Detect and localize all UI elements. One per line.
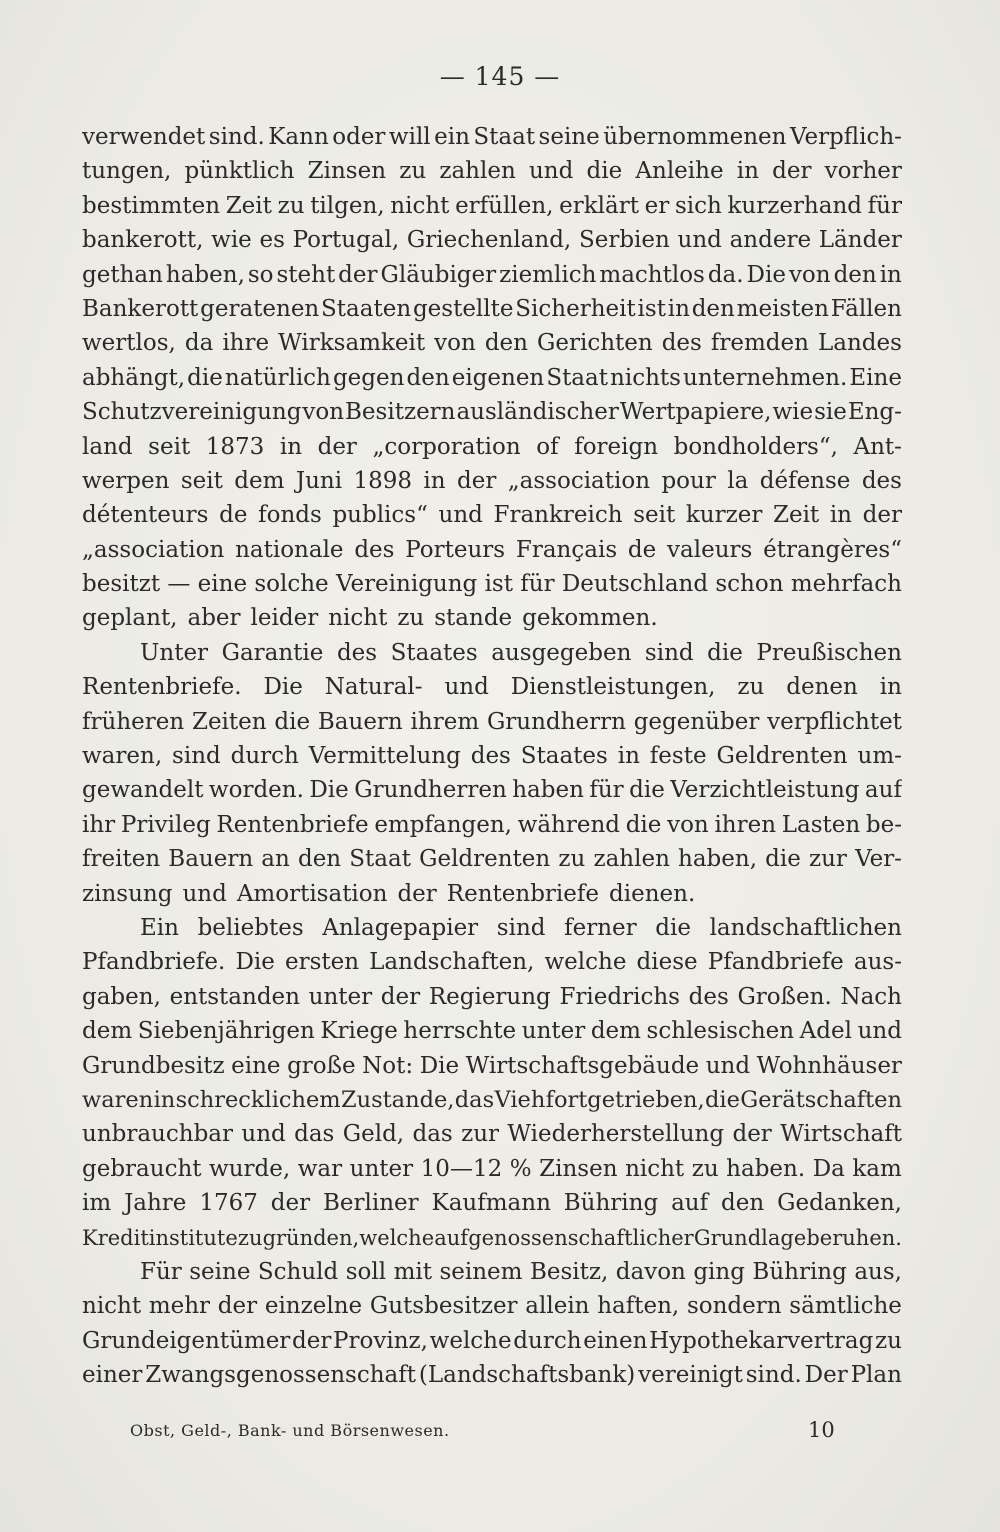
text-line: unbrauchbar und das Geld, das zur Wiederherstellung der Wirtschaft — [82, 1121, 902, 1148]
text-line: bankerott, wie es Portugal, Griechenland, Serbien und andere Länder — [82, 227, 902, 254]
page-number: — 145 — — [439, 62, 561, 91]
text-line: Kreditinstitute zu gründen, welche auf genossenschaftlicher Grundlage beruhen. — [82, 1225, 902, 1250]
text-line: abhängt, die natürlich gegen den eigenen Staat nichts unternehmen. Eine — [82, 364, 902, 391]
text-line: Grundbesitz eine große Not: Die Wirtschaftsgebäude und Wohnhäuser — [82, 1052, 902, 1079]
text-line: gethan haben, so steht der Gläubiger ziemlich machtlos da. Die von den in — [82, 261, 902, 288]
body-text — [82, 120, 902, 1392]
text-line: werpen seit dem Juni 1898 in der „association pour la défense des — [82, 467, 902, 494]
text-line: „association nationale des Porteurs Français de valeurs étrangères“ — [82, 536, 902, 563]
text-line: waren, sind durch Vermittelung des Staates in feste Geldrenten um- — [82, 743, 902, 770]
text-line: Unter Garantie des Staates ausgegeben sind die Preußischen — [140, 639, 902, 666]
footer-signature: Obst, Geld-, Bank- und Börsenwesen. — [130, 1421, 450, 1440]
text-line: Ein beliebtes Anlagepapier sind ferner die landschaftlichen — [140, 914, 902, 941]
text-line: Pfandbriefe. Die ersten Landschaften, welche diese Pfandbriefe aus- — [82, 949, 902, 976]
text-line: ihr Privileg Rentenbriefe empfangen, während die von ihren Lasten be- — [82, 811, 902, 838]
text-line: Bankerott geratenen Staaten gestellte Sicherheit ist in den meisten Fällen — [82, 295, 902, 322]
text-line: früheren Zeiten die Bauern ihrem Grundherrn gegenüber verpflichtet — [82, 708, 902, 735]
text-line: tungen, pünktlich Zinsen zu zahlen und die Anleihe in der vorher — [82, 158, 902, 185]
text-line: besitzt — eine solche Vereinigung ist für Deutschland schon mehrfach — [82, 571, 902, 598]
text-line: gaben, entstanden unter der Regierung Friedrichs des Großen. Nach — [82, 983, 902, 1010]
text-line: Für seine Schuld soll mit seinem Besitz, davon ging Bühring aus, — [140, 1258, 902, 1285]
text-line: land seit 1873 in der „corporation of foreign bondholders“, Ant- — [82, 433, 902, 460]
footer-sheet-number: 10 — [808, 1418, 835, 1442]
text-line: einer Zwangsgenossenschaft (Landschaftsbank) vereinigt sind. Der Plan — [82, 1362, 902, 1389]
text-line: Rentenbriefe. Die Natural- und Dienstleistungen, zu denen in — [82, 674, 902, 701]
text-line: verwendet sind. Kann oder will ein Staat seine übernommenen Verpflich- — [82, 124, 902, 150]
text-line: freiten Bauern an den Staat Geldrenten zu zahlen haben, die zur Ver- — [82, 846, 902, 873]
text-line: gewandelt worden. Die Grundherren haben für die Verzichtleistung auf — [82, 777, 902, 804]
text-line: im Jahre 1767 der Berliner Kaufmann Bühring auf den Gedanken, — [82, 1190, 902, 1217]
text-line: wertlos, da ihre Wirksamkeit von den Gerichten des fremden Landes — [82, 330, 902, 357]
text-line: zinsung und Amortisation der Rentenbriefe dienen. — [82, 880, 696, 907]
text-line: détenteurs de fonds publics“ und Frankreich seit kurzer Zeit in der — [82, 502, 902, 529]
text-line: Schutzvereinigung von Besitzern ausländischer Wertpapiere, wie sie Eng- — [82, 399, 902, 426]
text-line: gebraucht wurde, war unter 10—12 % Zinsen nicht zu haben. Da kam — [82, 1155, 902, 1182]
text-line: nicht mehr der einzelne Gutsbesitzer allein haften, sondern sämtliche — [82, 1293, 902, 1320]
text-line: bestimmten Zeit zu tilgen, nicht erfüllen, erklärt er sich kurzerhand für — [82, 192, 902, 219]
text-line: Grundeigentümer der Provinz, welche durch einen Hypothekarvertrag zu — [82, 1327, 902, 1354]
text-line: geplant, aber leider nicht zu stande gekommen. — [82, 605, 658, 632]
text-line: dem Siebenjährigen Kriege herrschte unter dem schlesischen Adel und — [82, 1018, 902, 1045]
text-line: waren in schrecklichem Zustande, das Vieh fortgetrieben, die Gerätschaften — [82, 1086, 902, 1113]
